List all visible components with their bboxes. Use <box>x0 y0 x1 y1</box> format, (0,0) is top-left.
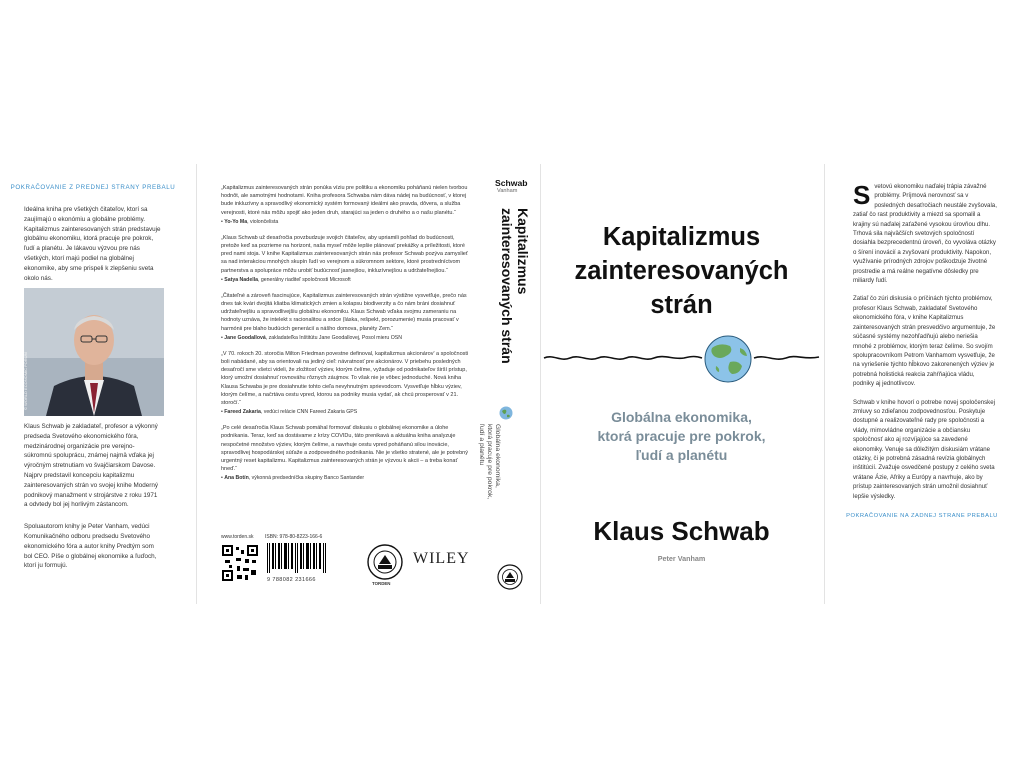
spine-coauthor: Vanham <box>497 188 518 194</box>
drop-cap: S <box>853 180 871 210</box>
quote-role: , generálny riaditeľ spoločnosti Microsoft <box>258 276 351 283</box>
quote-author: Ana Botín <box>224 475 249 482</box>
quote-author: Yo-Yo Ma <box>224 218 248 225</box>
quote-text: „V 70. rokoch 20. storočia Milton Friedman povestne definoval, kapitalizmus akcionárov' a spoločnosti boli nabádané, aby sa orientovali na jediný cieľ: návratnosť pre akcionárov. V priebehu posledných desaťročí sme všetci videli, že zložitosť výziev, ktorým čelíme, vyžaduje od podnikateľov širší prístup, ktorý umožní dosiahnuť rovnováhu rôznych záujmov. To však nie je vôbec jednoduché. Nová kniha Klausa Schwaba je pre dosiahnutie tohto cieľa nevyhnutným sprievodcom. Vysvetľuje hĺbku výziev, ktorým čelíme, a načrtáva cestu vpred, ktorou sa podniky musia vydať, ak chcú prosperovať v 21. storočí.“ <box>221 350 469 407</box>
quote-source: • Satya Nadella, generálny riaditeľ spoločnosti Microsoft <box>221 276 351 283</box>
quote-role: , vedúci relácie CNN Fareed Zakaria GPS <box>260 409 358 416</box>
qr-code-icon <box>221 544 259 582</box>
front-subtitle-line: Globálna ekonomika, <box>611 409 752 425</box>
quote-role: , zakladateľka Inštitútu Jane Goodallovej, Posol mieru OSN <box>265 334 402 341</box>
quotes-list <box>221 184 471 490</box>
front-title <box>544 220 819 322</box>
front-coauthor: Peter Vanham <box>657 554 706 563</box>
front-subtitle-line: ktorá pracuje pre pokrok, <box>597 428 766 444</box>
front-subtitle <box>544 408 819 465</box>
front-cover <box>544 164 819 604</box>
torden-logo-icon <box>367 544 403 580</box>
fold-line <box>824 164 825 604</box>
quote-text: „Klaus Schwab už desaťročia povzbudzuje svojich čitateľov, aby upriamili pohľad do budúcnosti, pretože keď sa pozrieme na horizont, naša myseľ môže lepšie plánovať prekážky a príležitosti, ktoré pred nami stoja. V knihe Kapitalizmus zainteresovaných strán nás profesor Schwab pozýva zamyslieť sa nad interakciou mnohých skupín ľudí vo verejnom a súkromnom sektore, ktoré prostredníctvom partnerstva a spolupráce môžu urobiť budúcnosť jasnejšou, inkluzívnejšou a udržateľnejšou.“ <box>221 234 468 274</box>
right-flap <box>829 164 1015 604</box>
front-subtitle-line: ľudí a planétu <box>635 447 728 463</box>
front-title-line: zainteresovaných <box>574 257 789 285</box>
right-flap-footer: POKRAČOVANIE NA ZADNEJ STRANE PREBALU <box>846 513 998 519</box>
barcode-digits: 9 788082 231666 <box>267 577 316 583</box>
website: www.torden.sk <box>221 534 254 540</box>
spine <box>478 164 535 604</box>
bio-vanham: Spoluautorom knihy je Peter Vanham, vedúci Komunikačného odboru predsedu Svetového ekonomického fóra a autor knihy Predtým som bol CEO. Píše o globálnej ekonomike a ľuďoch, ktorí ju formujú. <box>24 523 157 570</box>
spine-title-line: Kapitalizmus <box>515 208 531 295</box>
author-photo <box>24 288 164 416</box>
wiley-logo: WILEY <box>413 550 470 567</box>
quote-source: • Fareed Zakaria, vedúci relácie CNN Fareed Zakaria GPS <box>221 409 358 416</box>
quote-role: , výkonná predsedníčka skupiny Banco Santander <box>248 475 365 482</box>
isbn: ISBN: 978-80-8223-166-6 <box>265 534 323 540</box>
quote-text: „Čitateľné a zároveň fascinujúce, Kapitalizmus zainteresovaných strán výstižne vysvetľuje, prečo nás dnes tak kvári dvojitá kliatba klimatických zmien a kolapsu biodiverzity a čo nám bráni dosiahnuť udržateľnejšiu a spravodlivejšiu globálnu ekonomiku. Klaus Schwab vďaka svojmu zameraniu na hodnoty uznáva, že intelekt s racionalitou a srdce (láska, rešpekt, porozumenie) musia pracovať v harmónii pre blaho budúcich generácií a nášho domova, planéty Zem.“ <box>221 292 467 332</box>
front-title-line: strán <box>650 291 713 319</box>
fold-line <box>196 164 197 604</box>
back-cover <box>207 164 475 604</box>
quote-source: • Jane Goodallová, zakladateľka Inštitútu Jane Goodallovej, Posol mieru OSN <box>221 334 402 341</box>
quote-author: Satya Nadella <box>224 276 259 283</box>
photo-credit: © WORLD ECONOMIC FORUM <box>23 352 28 410</box>
author-portrait-illustration <box>24 288 164 416</box>
spine-subtitle-line: Globálna ekonomika, <box>494 424 501 488</box>
quote-author: Fareed Zakaria <box>224 409 261 416</box>
spine-subtitle <box>477 424 501 499</box>
front-author: Klaus Schwab <box>593 516 770 546</box>
quote-source: • Yo-Yo Ma, violončelista <box>221 218 279 225</box>
spine-subtitle-line: ľudí a planétu <box>478 424 485 466</box>
right-flap-para-3: Schwab v knihe hovorí o potrebe novej spoločenskej zmluvy so zdieľanou zodpovednosťou. Poskytuje dostupné a realizovateľné rady pre spoločnosti a vlády, mimovládne organizácie a občiansku spoločnosť ako aj rozvíjajúce sa zavedené ekonomiky. Venuje sa dôležitým diskusiám vrátane otázky, či je potrebná zásadná revízia globálnych inštitúcií. Zvažuje osvedčené postupy z celého sveta vrátane Ázie, Afriky a Európy a navrhuje, ako by prístup zainteresovaných strán umožnil dosiahnuť lepšie výsledky. <box>853 398 995 500</box>
right-flap-para-1 <box>829 182 1015 285</box>
quote-source: • Ana Botín, výkonná predsedníčka skupiny Banco Santander <box>221 475 365 482</box>
back-cover-footer <box>221 534 481 594</box>
quote-text: „Kapitalizmus zainteresovaných strán ponúka víziu pre politiku a ekonomiku poháňanú nielen tvorbou hodnôt, ale samotnými hodnotami. Kniha profesora Schwaba nám dáva nádej na budúcnosť, v ktorej bude inkluzívny a spravodlivý ekonomický systém formovaný ideálmi ako pravda, dôvera, a služba verejnosti, ktoré nás môžu spojiť ako jeden druh, starajúci sa jeden o druhého a o našu planétu.“ <box>221 185 468 216</box>
spine-title-line: zainteresovaných strán <box>499 208 515 364</box>
left-flap-heading: POKRAČOVANIE Z PREDNEJ STRANY PREBALU <box>10 184 176 191</box>
barcode-icon <box>265 543 329 577</box>
quote-text: „Po celé desaťročia Klaus Schwab pomáhal formovať diskusiu o globálnej ekonomike a úlohe podnikania. Teraz, keď sa dostávame z krízy COVIDu, táto prenikavá a aktuálna kniha analyzuje nespočetné množstvo výziev, ktorým čelíme, a navrhuje cestu vpred poháňanú silou inovácie, spravodlivej hospodárskej súťaže a zodpovedného podnikania. Nie je všetko stratené, ale je potrebný urgentný reset kapitalizmu. Kapitalizmus zainteresovaných strán je výzvou k akcii – a treba konať hneď.“ <box>221 425 468 473</box>
fold-line <box>540 164 541 604</box>
left-flap <box>0 164 186 604</box>
spine-globe-icon <box>499 406 513 420</box>
publisher-logo-text: TORDEN <box>372 581 391 586</box>
spine-title <box>499 208 531 364</box>
bio-schwab: Klaus Schwab je zakladateľ, profesor a výkonný predseda Svetového ekonomického fóra, medzinárodnej organizácie pre verejno-súkromnú spoluprácu, známej najmä vďaka jej výročným stretnutiam vo švajčiarskom Davose. Najprv predstavil koncepciu kapitalizmu zainteresovaných strán vo svojej knihe Moderný podnikový manažment v strojárstve z roku 1971 a odvtedy bol jej horlivým zástancom. <box>24 423 159 509</box>
globe-line-illustration <box>544 336 819 386</box>
quote-role: , violončelista <box>247 218 279 225</box>
front-title-line: Kapitalizmus <box>602 223 761 251</box>
left-flap-intro: Ideálna kniha pre všetkých čitateľov, ktorí sa zaujímajú o ekonómiu a globálne problémy. Kapitalizmus zainteresovaných strán predstavuje globálnu ekonomiku, ktorá pracuje pre pokrok, ľudí a planétu. Je lákavou výzvou pre nás všetkých, ktorí majú podiel na globálnej ekonomike, aby sme prispeli k zlepšeniu sveta okolo nás. <box>24 206 161 282</box>
quote-author: Jane Goodallová <box>224 334 266 341</box>
spine-subtitle-line: ktorá pracuje pre pokrok, <box>486 424 493 500</box>
right-flap-para-1-text: vetovú ekonomiku naďalej trápia závažné problémy. Príjmová nerovnosť sa v posledných desaťročiach neustále zvyšovala, zatiaľ čo rast produktivity a miezd sa spomalil a krajiny sú naďalej zaťažené vysokou úrovňou dlhu. Trhová sila najväčších svetových spoločností dosiahla bezprecedentnú úroveň, čo vyvoláva otázky o šírení inovácií a zvyšovaní produktivity. Napokon, využívanie prírodných zdrojov poškodzuje životné prostredie a má reálne negatívne dôsledky pre miliardy ľudí. <box>853 183 997 285</box>
spine-torden-logo-icon <box>497 564 523 590</box>
right-flap-para-2: Zatiaľ čo zúri diskusia o príčinách týchto problémov, profesor Klaus Schwab, zakladateľ Svetového ekonomického fóra, v knihe Kapitalizmus zainteresovaných strán presvedčivo argumentuje, že súčasné systémy nezohľadňujú alebo neriešia mnohé z problémov, ktorým teraz čelíme. So svojím spolupracovníkom Petrom Vanhamom vysvetľuje, že na vyriešenie týchto hĺbkovo zakorenených výziev je potrebná holistická reakcia zahŕňajúca vládu, podniky aj jednotlivcov. <box>853 295 996 388</box>
spine-author: Schwab <box>495 178 528 188</box>
